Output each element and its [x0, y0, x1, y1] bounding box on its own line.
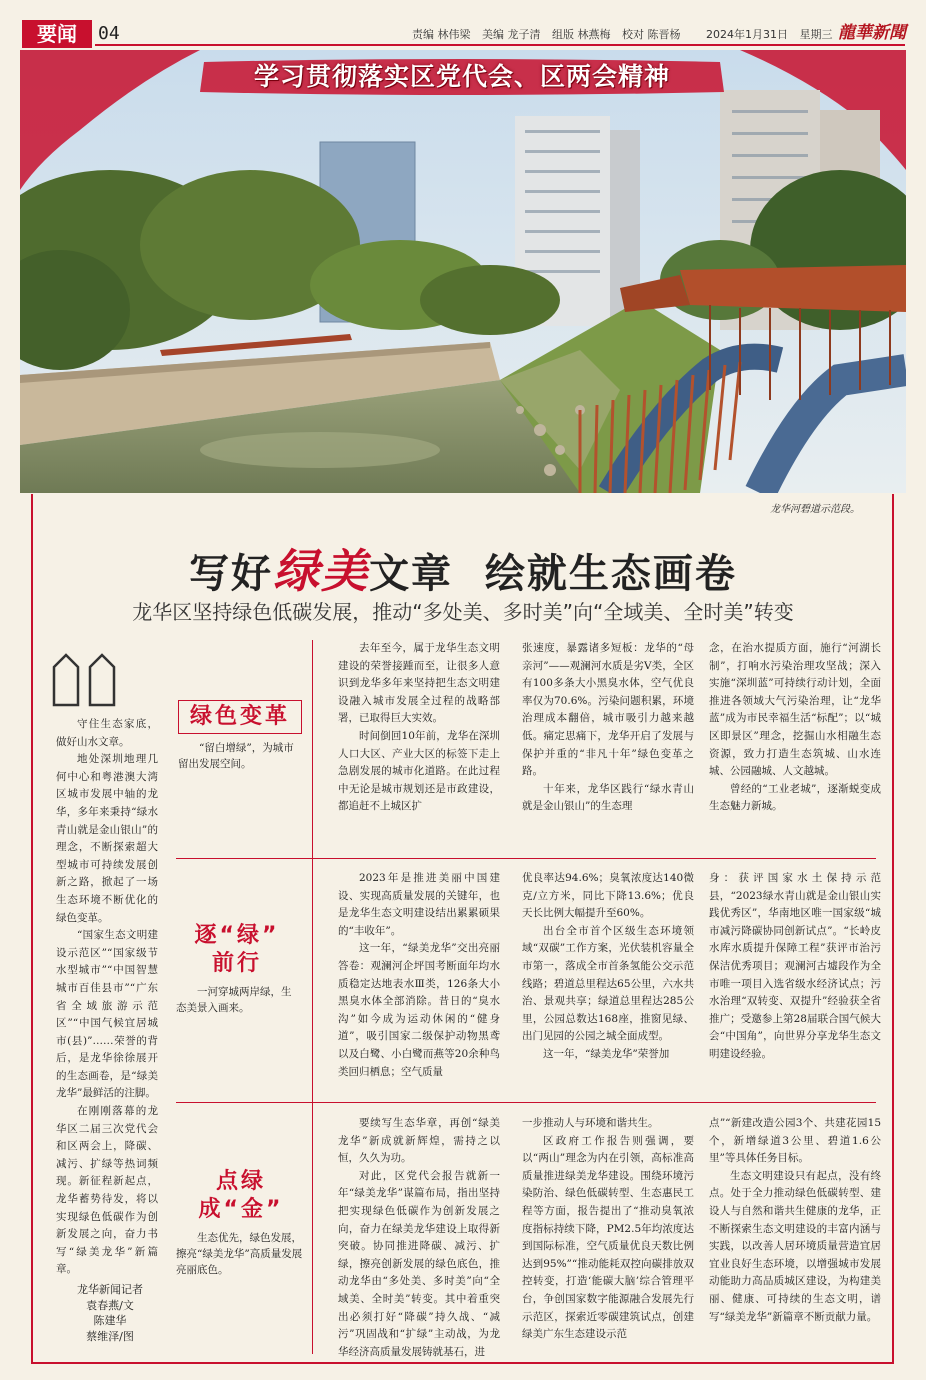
credit-layout: 组版 林燕梅 [552, 28, 611, 41]
body-paragraph: 要续写生态华章，再创“绿美龙华”新成就新辉煌，需持之以恒，久久为功。 [338, 1117, 500, 1165]
issue-weekday: 星期三 [799, 28, 833, 41]
section-title-line: 点绿 [215, 1169, 266, 1194]
section-3-heading [176, 1168, 306, 1278]
open-quote-icon [50, 651, 126, 709]
body-paragraph: 一步推动人与环境和谐共生。 [522, 1117, 659, 1129]
newspaper-logo: 龍華新聞 [838, 23, 906, 43]
river-greenway-illustration [20, 50, 906, 493]
section-title: 绿色变革 [178, 700, 302, 734]
page-number: 04 [98, 23, 120, 44]
credit-editor: 责编 林伟梁 [412, 28, 471, 41]
section-title-line: 前行 [211, 951, 262, 976]
intro-paragraph: 在刚刚落幕的龙华区二届三次党代会和区两会上，降碳、减污、扩绿等热词频现。新征程新起点，龙华蓄势待发，将以实现绿色低碳作为创新发展之向，奋力书写“绿美龙华”新篇章。 [56, 1105, 158, 1276]
credit-proofreader: 校对 陈晋杨 [622, 28, 681, 41]
body-paragraph: 这一年，“绿美龙华”交出亮丽答卷：观澜河企坪国考断面年均水质稳定达地表水Ⅲ类，126条大小黑臭水体全部消除。昔日的“臭水沟”如今成为运动休闲的“健身道”，吸引国家二级保护动物黑鸢以及白鹭、小白鹭而燕等20余种鸟类回归栖息；空气质量 [338, 942, 500, 1078]
body-column [709, 640, 881, 816]
credit-art-editor: 美编 龙子清 [482, 28, 541, 41]
article-subheadline: 龙华区坚持绿色低碳发展，推动“多处美、多时美”向“全域美、全时美”转变 [132, 600, 794, 624]
intro-paragraph: 守住生态家底，做好山水文章。 [56, 718, 158, 748]
section-divider [176, 1102, 876, 1103]
body-column [709, 870, 881, 1064]
body-paragraph: 优良率达94.6%；臭氧浓度达140微克/立方米，同比下降13.6%；优良天长比例大幅提升至60%。 [522, 872, 694, 920]
body-paragraph: 出台全市首个区级生态环境领域“双碳”工作方案，光伏装机容量全市第一，落成全市首条氢能公交示范线路；碧道总里程达65公里，六水共治、景观共享；绿道总里程达285公里，公园总数达168座，推窗见绿、出门见园的公园之城全面成型。 [522, 924, 694, 1043]
byline-line: 陈建华 [93, 1314, 127, 1327]
body-paragraph: 生态文明建设只有起点，没有终点。处于全力推动绿色低碳转型、建设人与自然和谐共生健康的龙华，正不断探索生态文明建设的丰富内涵与实践，以改善人居环境质量营造宜居宜业良好生态环境，以增强城市发展动能助力高品质城区建设，为构建美丽、健康、可持续的生态文明，谱写“绿美龙华”新篇章不断贡献力量。 [709, 1169, 881, 1323]
issue-date: 2024年1月31日 [706, 28, 788, 41]
body-column [338, 640, 500, 816]
body-paragraph: 时间倒回10年前，龙华在深圳人口大区、产业大区的标签下走上急剧发展的城市化道路。在此过程中无论是城市规划还是市政建设，都追赶不上城区扩 [338, 729, 500, 813]
body-paragraph: 曾经的“工业老城”，逐渐蜕变成生态魅力新城。 [709, 782, 881, 813]
body-paragraph: 2023年是推进美丽中国建设、实现高质量发展的关键年，也是龙华生态文明建设结出累累硕果的“丰收年”。 [338, 872, 500, 937]
section-2-heading [176, 922, 298, 1016]
body-paragraph: 张速度，暴露诸多短板：龙华的“母亲河”——观澜河水质是劣Ⅴ类，全区有100多条大小黑臭水体，空气优良率仅为70.6%。污染问题积累，环境治理成本翻倍，城市吸引力越来越低。痛定思痛下，龙华开启了发展与保护并重的“非凡十年”绿色变革之路。 [522, 642, 694, 778]
headline-part-2: 文章 绘就生态画卷 [369, 551, 737, 597]
body-paragraph: 这一年，“绿美龙华”荣誉加 [543, 1047, 670, 1060]
masthead-credits [412, 26, 841, 42]
column-divider [312, 640, 313, 1354]
section-tag: 要闻 [22, 20, 92, 48]
banner-title: 学习贯彻落实区党代会、区两会精神 [253, 62, 670, 91]
section-divider [176, 858, 876, 859]
campaign-banner [196, 58, 728, 96]
headline-part-1: 写好 [189, 551, 274, 597]
body-column [709, 1115, 881, 1326]
body-paragraph: 去年至今，属于龙华生态文明建设的荣誉接踵而至，让很多人意识到龙华多年来坚持把生态文明建设融入城市发展全过程的战略部署，已取得巨大实效。 [338, 642, 500, 725]
section-title-line: 成“金” [198, 1197, 284, 1222]
intro-paragraph: 地处深圳地理几何中心和粤港澳大湾区城市发展中轴的龙华，多年来秉持“绿水青山就是金山银山”的理念，不断探索超大型城市可持续发展创新之路，掀起了一场生态环境不断优化的绿色变革。 [56, 753, 158, 924]
body-paragraph: 点”“新建改造公园3个、共建花园15个，新增绿道3公里、碧道1.6公里”等具体任务目标。 [709, 1117, 881, 1165]
body-paragraph: 念，在治水提质方面，施行“河湖长制”，打响水污染治理攻坚战；深入实施“深圳蓝”可持续行动计划，全面推进各领域大气污染治理，让“龙华蓝”成为市民幸福生活“标配”；以“城区即景区”理念，挖掘山水相融生态资源，致力打造生态筑城、山水连城、公园融城、人文越城。 [709, 642, 881, 778]
body-column [522, 1115, 694, 1344]
header-rule [95, 44, 905, 46]
section-subtitle: “留白增绿”，为城市留出发展空间。 [178, 742, 294, 770]
body-paragraph: 身：获评国家水土保持示范县，“2023绿水青山就是金山银山实践优秀区”，华南地区唯一国家级“城市减污降碳协同创新试点”。“长岭皮水库水质提升保障工程”获评市治污保洁优秀项目；观澜河古墟段作为全市唯一项目入选省级水经济试点；污水治理“双转变、双提升”经验获全省推广；受邀参上第28届联合国气候大会“中国角”，向世界分享龙华生态文明建设经验。 [709, 872, 881, 1060]
body-column [522, 640, 694, 816]
byline-line: 蔡维泽/图 [86, 1329, 134, 1343]
hero-photo [20, 50, 906, 493]
intro-paragraph: “国家生态文明建设示范区”“国家级节水型城市”“中国智慧城市百佳县市”“广东省全域旅游示范区”“中国气候宜居城市(县)”……荣誉的背后，是龙华徐徐展开的生态画卷，是“绿美龙华”最鲜活的注脚。 [56, 929, 158, 1100]
section-subtitle: 生态优先，绿色发展，擦亮“绿美龙华”高质量发展亮丽底色。 [176, 1232, 303, 1276]
byline [60, 1282, 160, 1344]
byline-line: 龙华新闻记者 [77, 1283, 143, 1296]
body-column [522, 870, 694, 1064]
body-column [338, 870, 500, 1081]
body-paragraph: 对此，区党代会报告就新一年“绿美龙华”谋篇布局，指出坚持把实现绿色低碳作为创新发展之向，奋力在绿美龙华建设上取得新突破。协同推进降碳、减污、扩绿，擦亮创新发展的绿色底色，推动龙华由“多处美、多时美”向“全域美、全时美”转变。其中着重突出必须打好“降碳”持久战、“减污”巩固战和“扩绿”主动战，为龙华经济高质量发展铸就基石，进 [338, 1169, 500, 1358]
section-title-line: 逐“绿” [194, 923, 280, 948]
section-subtitle: 一河穿城两岸绿，生态美景入画来。 [176, 986, 292, 1014]
body-paragraph: 区政府工作报告则强调，要以“两山”理念为内在引领，高标准高质量推进绿美龙华建设。围绕环境污染防治、绿色低碳转型、生态惠民工程等方面，报告提出了“推动臭氧浓度指标持续下降，PM2.5年均浓度达到国际标准，空气质量优良天数比例达到95%”“推动能耗双控向碳排放双控转变，打造‘能碳大脑’综合管理平台，争创国家数字能源融合发展先行示范区，探索近零碳建筑试点，创建绿美广东生态建设示范 [522, 1134, 694, 1341]
article-headline [30, 535, 896, 601]
body-paragraph: 十年来，龙华区践行“绿水青山就是金山银山”的生态理 [522, 782, 694, 813]
headline-accent: 绿美 [273, 544, 370, 598]
section-1-heading [178, 700, 302, 772]
byline-line: 袁春燕/文 [86, 1298, 134, 1312]
intro-column [56, 716, 158, 1279]
body-column [338, 1115, 500, 1361]
photo-caption: 龙华河碧道示范段。 [770, 504, 860, 515]
